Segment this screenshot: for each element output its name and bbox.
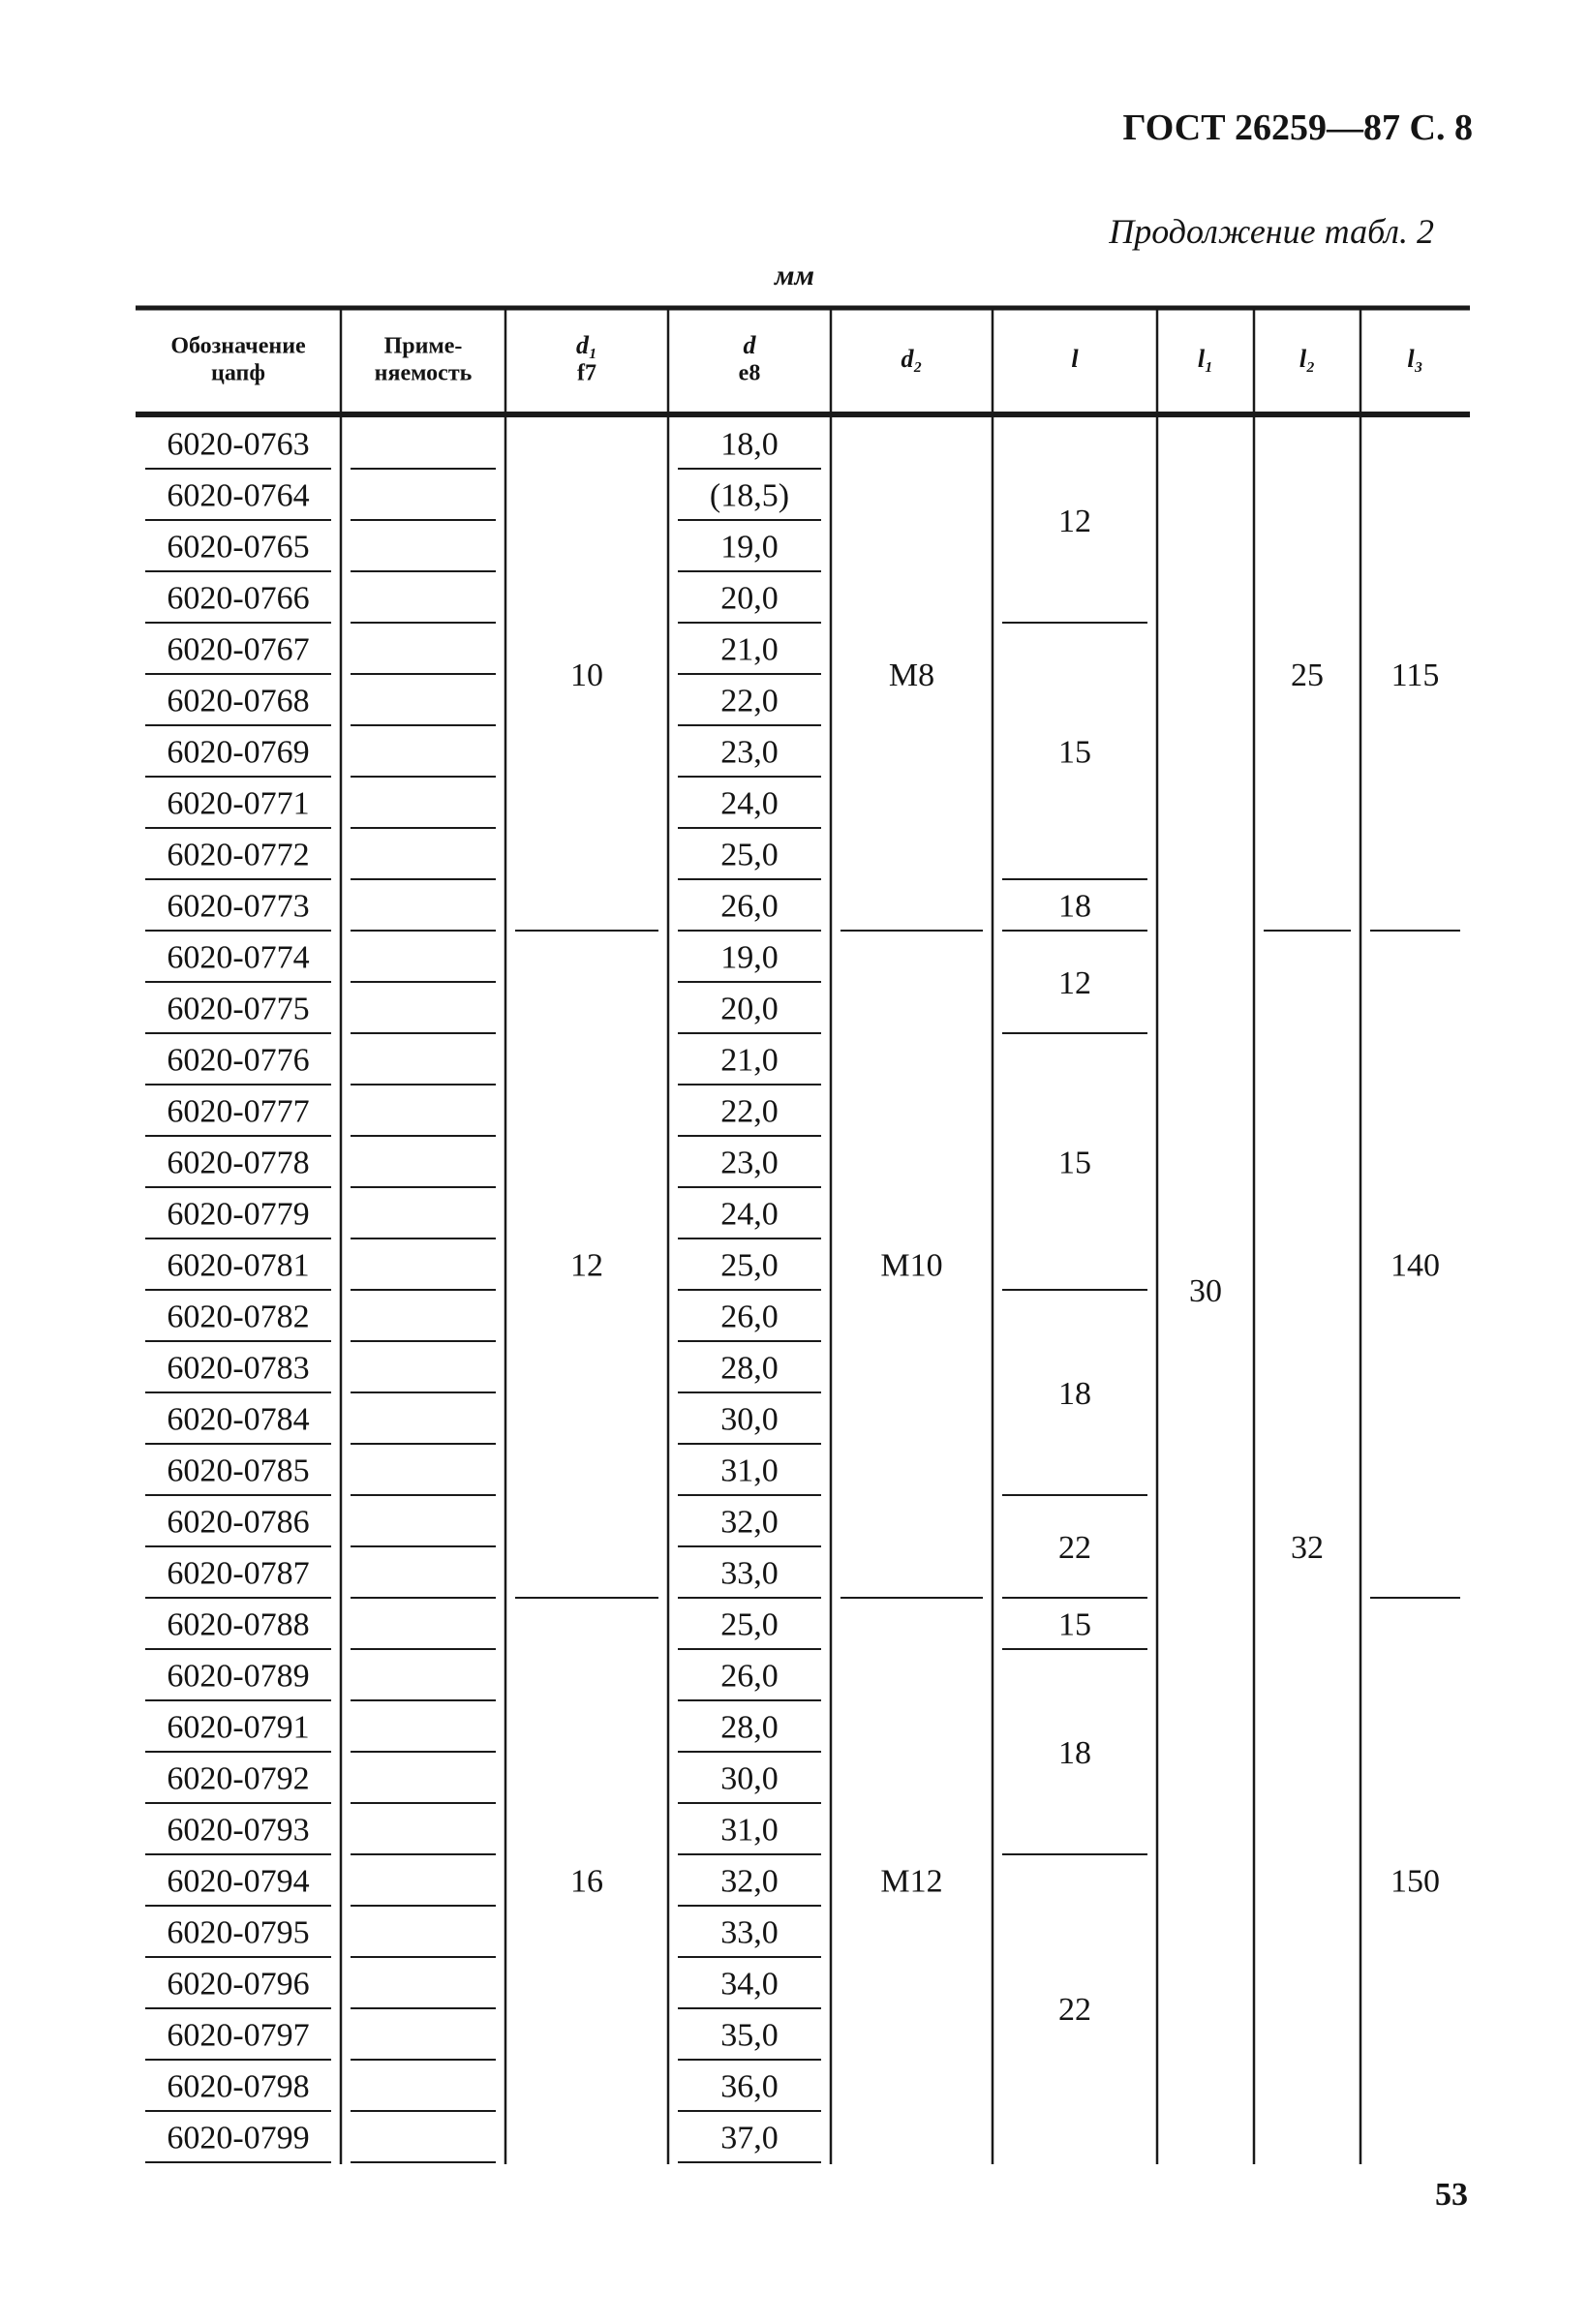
row-designation: 6020-0787: [167, 1555, 310, 1592]
merged-l-value: 15: [1058, 1145, 1091, 1181]
merged-l-value: 12: [1058, 503, 1091, 539]
header-d2-line-1: d₂: [901, 344, 923, 373]
row-diameter-d: 20,0: [720, 580, 779, 617]
merged-d2-value: M10: [880, 1247, 943, 1284]
row-designation: 6020-0769: [167, 734, 310, 771]
merged-d1-value: 10: [570, 657, 603, 693]
row-diameter-d: 31,0: [720, 1812, 779, 1849]
merged-l1-value: 30: [1189, 1272, 1222, 1309]
table-continuation-caption: Продолжение табл. 2: [1109, 212, 1434, 251]
header-applicability-line-1: Приме-: [383, 333, 463, 359]
merged-d1-value: 12: [570, 1247, 603, 1284]
row-diameter-d: 32,0: [720, 1504, 779, 1541]
row-diameter-d: 21,0: [720, 1042, 779, 1079]
header-l-line-1: l: [1071, 344, 1079, 373]
row-designation: 6020-0776: [167, 1042, 310, 1079]
row-designation: 6020-0768: [167, 683, 310, 719]
row-designation: 6020-0786: [167, 1504, 310, 1541]
row-designation: 6020-0794: [167, 1863, 310, 1900]
row-diameter-d: 22,0: [720, 1093, 779, 1130]
header-designation-line-1: Обозначение: [170, 333, 306, 359]
row-designation: 6020-0778: [167, 1145, 310, 1181]
unit-label: мм: [775, 260, 815, 291]
row-diameter-d: 19,0: [720, 939, 779, 976]
row-diameter-d: 23,0: [720, 1145, 779, 1181]
row-diameter-d: 28,0: [720, 1350, 779, 1387]
row-designation: 6020-0793: [167, 1812, 310, 1849]
merged-l2-value: 25: [1291, 657, 1324, 693]
merged-l3-value: 150: [1390, 1863, 1440, 1900]
merged-l-value: 18: [1058, 1734, 1091, 1771]
row-diameter-d: 25,0: [720, 837, 779, 873]
row-designation: 6020-0767: [167, 631, 310, 668]
row-designation: 6020-0795: [167, 1914, 310, 1951]
row-diameter-d: 19,0: [720, 529, 779, 566]
merged-l-value: 18: [1058, 1375, 1091, 1412]
row-designation: 6020-0798: [167, 2068, 310, 2105]
row-diameter-d: 26,0: [720, 1658, 779, 1695]
row-designation: 6020-0765: [167, 529, 310, 566]
row-designation: 6020-0796: [167, 1966, 310, 2003]
row-diameter-d: 18,0: [720, 426, 779, 463]
row-diameter-d: 20,0: [720, 991, 779, 1027]
row-designation: 6020-0777: [167, 1093, 310, 1130]
row-diameter-d: 30,0: [720, 1760, 779, 1797]
row-diameter-d: 26,0: [720, 888, 779, 925]
row-designation: 6020-0791: [167, 1709, 310, 1746]
row-diameter-d: 25,0: [720, 1247, 779, 1284]
row-diameter-d: 25,0: [720, 1606, 779, 1643]
row-diameter-d: 26,0: [720, 1299, 779, 1335]
table-header: [170, 331, 1422, 386]
header-l1-line-1: l₁: [1197, 344, 1214, 373]
merged-l-value: 15: [1058, 1606, 1091, 1643]
row-designation: 6020-0774: [167, 939, 310, 976]
row-designation: 6020-0785: [167, 1452, 310, 1489]
row-diameter-d: 36,0: [720, 2068, 779, 2105]
row-designation: 6020-0772: [167, 837, 310, 873]
header-d1-line-2: f7: [577, 360, 596, 386]
header-applicability-line-2: няемость: [374, 360, 473, 386]
row-diameter-d: 24,0: [720, 785, 779, 822]
row-diameter-d: 22,0: [720, 683, 779, 719]
table-body: [167, 426, 1440, 2156]
table-grid-lines: [136, 308, 1470, 2164]
row-diameter-d: (18,5): [709, 477, 790, 514]
row-designation: 6020-0782: [167, 1299, 310, 1335]
merged-l3-value: 115: [1390, 657, 1440, 693]
row-diameter-d: 35,0: [720, 2017, 779, 2054]
row-designation: 6020-0773: [167, 888, 310, 925]
row-diameter-d: 37,0: [720, 2120, 779, 2156]
row-designation: 6020-0797: [167, 2017, 310, 2054]
row-designation: 6020-0789: [167, 1658, 310, 1695]
row-designation: 6020-0775: [167, 991, 310, 1027]
standard-reference: ГОСТ 26259—87 С. 8: [1122, 107, 1473, 148]
row-designation: 6020-0792: [167, 1760, 310, 1797]
row-diameter-d: 32,0: [720, 1863, 779, 1900]
row-designation: 6020-0766: [167, 580, 310, 617]
merged-l-value: 15: [1058, 734, 1091, 771]
row-designation: 6020-0763: [167, 426, 310, 463]
merged-l-value: 22: [1058, 1529, 1091, 1566]
page-number: 53: [1435, 2177, 1468, 2213]
row-diameter-d: 33,0: [720, 1914, 779, 1951]
row-designation: 6020-0799: [167, 2120, 310, 2156]
row-diameter-d: 23,0: [720, 734, 779, 771]
merged-d2-value: M8: [888, 657, 935, 693]
header-l2-line-1: l₂: [1299, 344, 1316, 373]
header-designation-line-2: цапф: [211, 360, 265, 386]
merged-l-value: 18: [1058, 888, 1091, 925]
merged-d1-value: 16: [570, 1863, 603, 1900]
header-d-line-2: e8: [738, 360, 761, 386]
row-diameter-d: 33,0: [720, 1555, 779, 1592]
header-l3-line-1: l₃: [1407, 344, 1423, 373]
row-designation: 6020-0764: [167, 477, 310, 514]
merged-d2-value: M12: [880, 1863, 943, 1900]
row-designation: 6020-0781: [167, 1247, 310, 1284]
row-diameter-d: 34,0: [720, 1966, 779, 2003]
row-designation: 6020-0771: [167, 785, 310, 822]
merged-l-value: 12: [1058, 964, 1091, 1001]
header-d-line-1: d: [743, 330, 756, 359]
row-designation: 6020-0788: [167, 1606, 310, 1643]
merged-l3-value: 140: [1390, 1247, 1440, 1284]
row-diameter-d: 30,0: [720, 1401, 779, 1438]
row-designation: 6020-0779: [167, 1196, 310, 1233]
row-diameter-d: 28,0: [720, 1709, 779, 1746]
row-designation: 6020-0784: [167, 1401, 310, 1438]
row-diameter-d: 24,0: [720, 1196, 779, 1233]
merged-l2-value: 32: [1291, 1529, 1324, 1566]
row-designation: 6020-0783: [167, 1350, 310, 1387]
merged-l-value: 22: [1058, 1991, 1091, 2028]
row-diameter-d: 21,0: [720, 631, 779, 668]
row-diameter-d: 31,0: [720, 1452, 779, 1489]
header-d1-line-1: d₁: [575, 330, 598, 359]
